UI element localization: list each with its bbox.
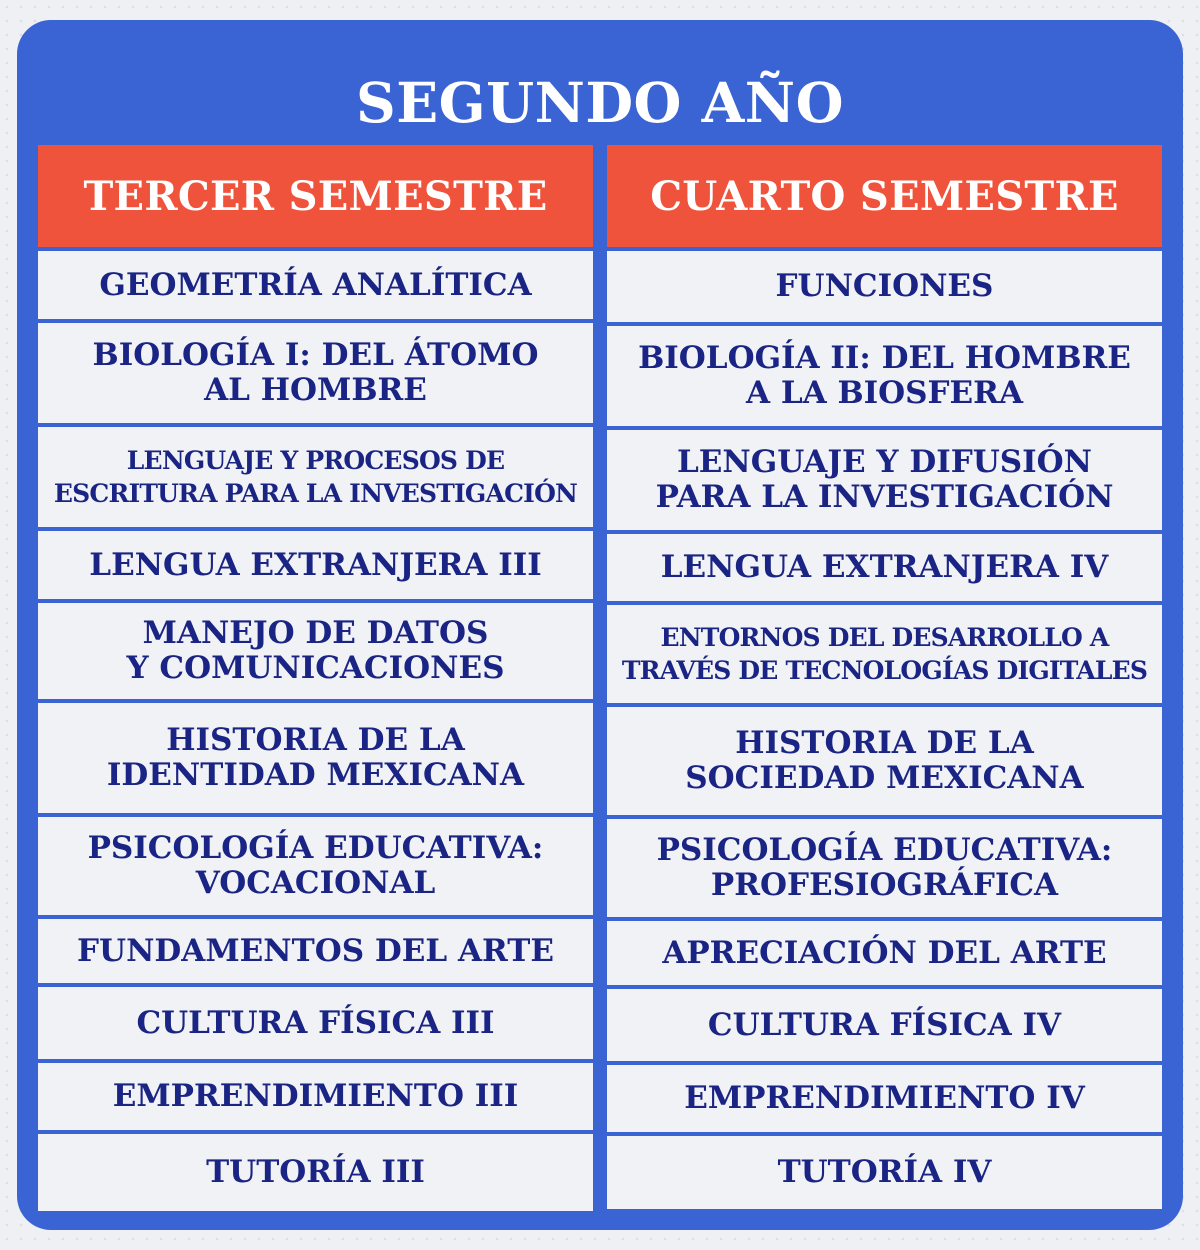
subject-cell: LENGUAJE Y DIFUSIÓN PARA LA INVESTIGACIÓN (607, 430, 1162, 530)
subject-cell: EMPRENDIMIENTO III (38, 1063, 593, 1130)
semester-column-cuarto (607, 145, 1162, 1209)
subject-cell: TUTORÍA IV (607, 1136, 1162, 1209)
semester-header: CUARTO SEMESTRE (607, 145, 1162, 247)
subject-cell: LENGUA EXTRANJERA III (38, 531, 593, 599)
subject-cell: TUTORÍA III (38, 1134, 593, 1211)
subject-cell: FUNDAMENTOS DEL ARTE (38, 919, 593, 983)
subject-cell: MANEJO DE DATOS Y COMUNICACIONES (38, 603, 593, 699)
subject-cell: EMPRENDIMIENTO IV (607, 1065, 1162, 1132)
subject-cell: PSICOLOGÍA EDUCATIVA: VOCACIONAL (38, 817, 593, 915)
subject-cell: PSICOLOGÍA EDUCATIVA: PROFESIOGRÁFICA (607, 819, 1162, 917)
subject-cell: APRECIACIÓN DEL ARTE (607, 921, 1162, 985)
subject-cell: FUNCIONES (607, 251, 1162, 322)
subject-cell: HISTORIA DE LA IDENTIDAD MEXICANA (38, 703, 593, 813)
study-plan-panel (17, 20, 1183, 1230)
semester-column-tercer (38, 145, 593, 1211)
subject-cell: GEOMETRÍA ANALÍTICA (38, 251, 593, 319)
subject-cell: ENTORNOS DEL DESARROLLO A TRAVÉS DE TECNOLOGÍAS DIGITALES (607, 605, 1162, 703)
subject-cell: BIOLOGÍA I: DEL ÁTOMO AL HOMBRE (38, 323, 593, 423)
subject-cell: CULTURA FÍSICA IV (607, 989, 1162, 1061)
subject-cell: CULTURA FÍSICA III (38, 987, 593, 1059)
subject-cell: HISTORIA DE LA SOCIEDAD MEXICANA (607, 707, 1162, 815)
semester-header: TERCER SEMESTRE (38, 145, 593, 247)
subject-cell: BIOLOGÍA II: DEL HOMBRE A LA BIOSFERA (607, 326, 1162, 426)
subject-cell: LENGUA EXTRANJERA IV (607, 534, 1162, 601)
page-title: SEGUNDO AÑO (356, 70, 844, 135)
subject-cell: LENGUAJE Y PROCESOS DE ESCRITURA PARA LA INVESTIGACIÓN (38, 427, 593, 527)
